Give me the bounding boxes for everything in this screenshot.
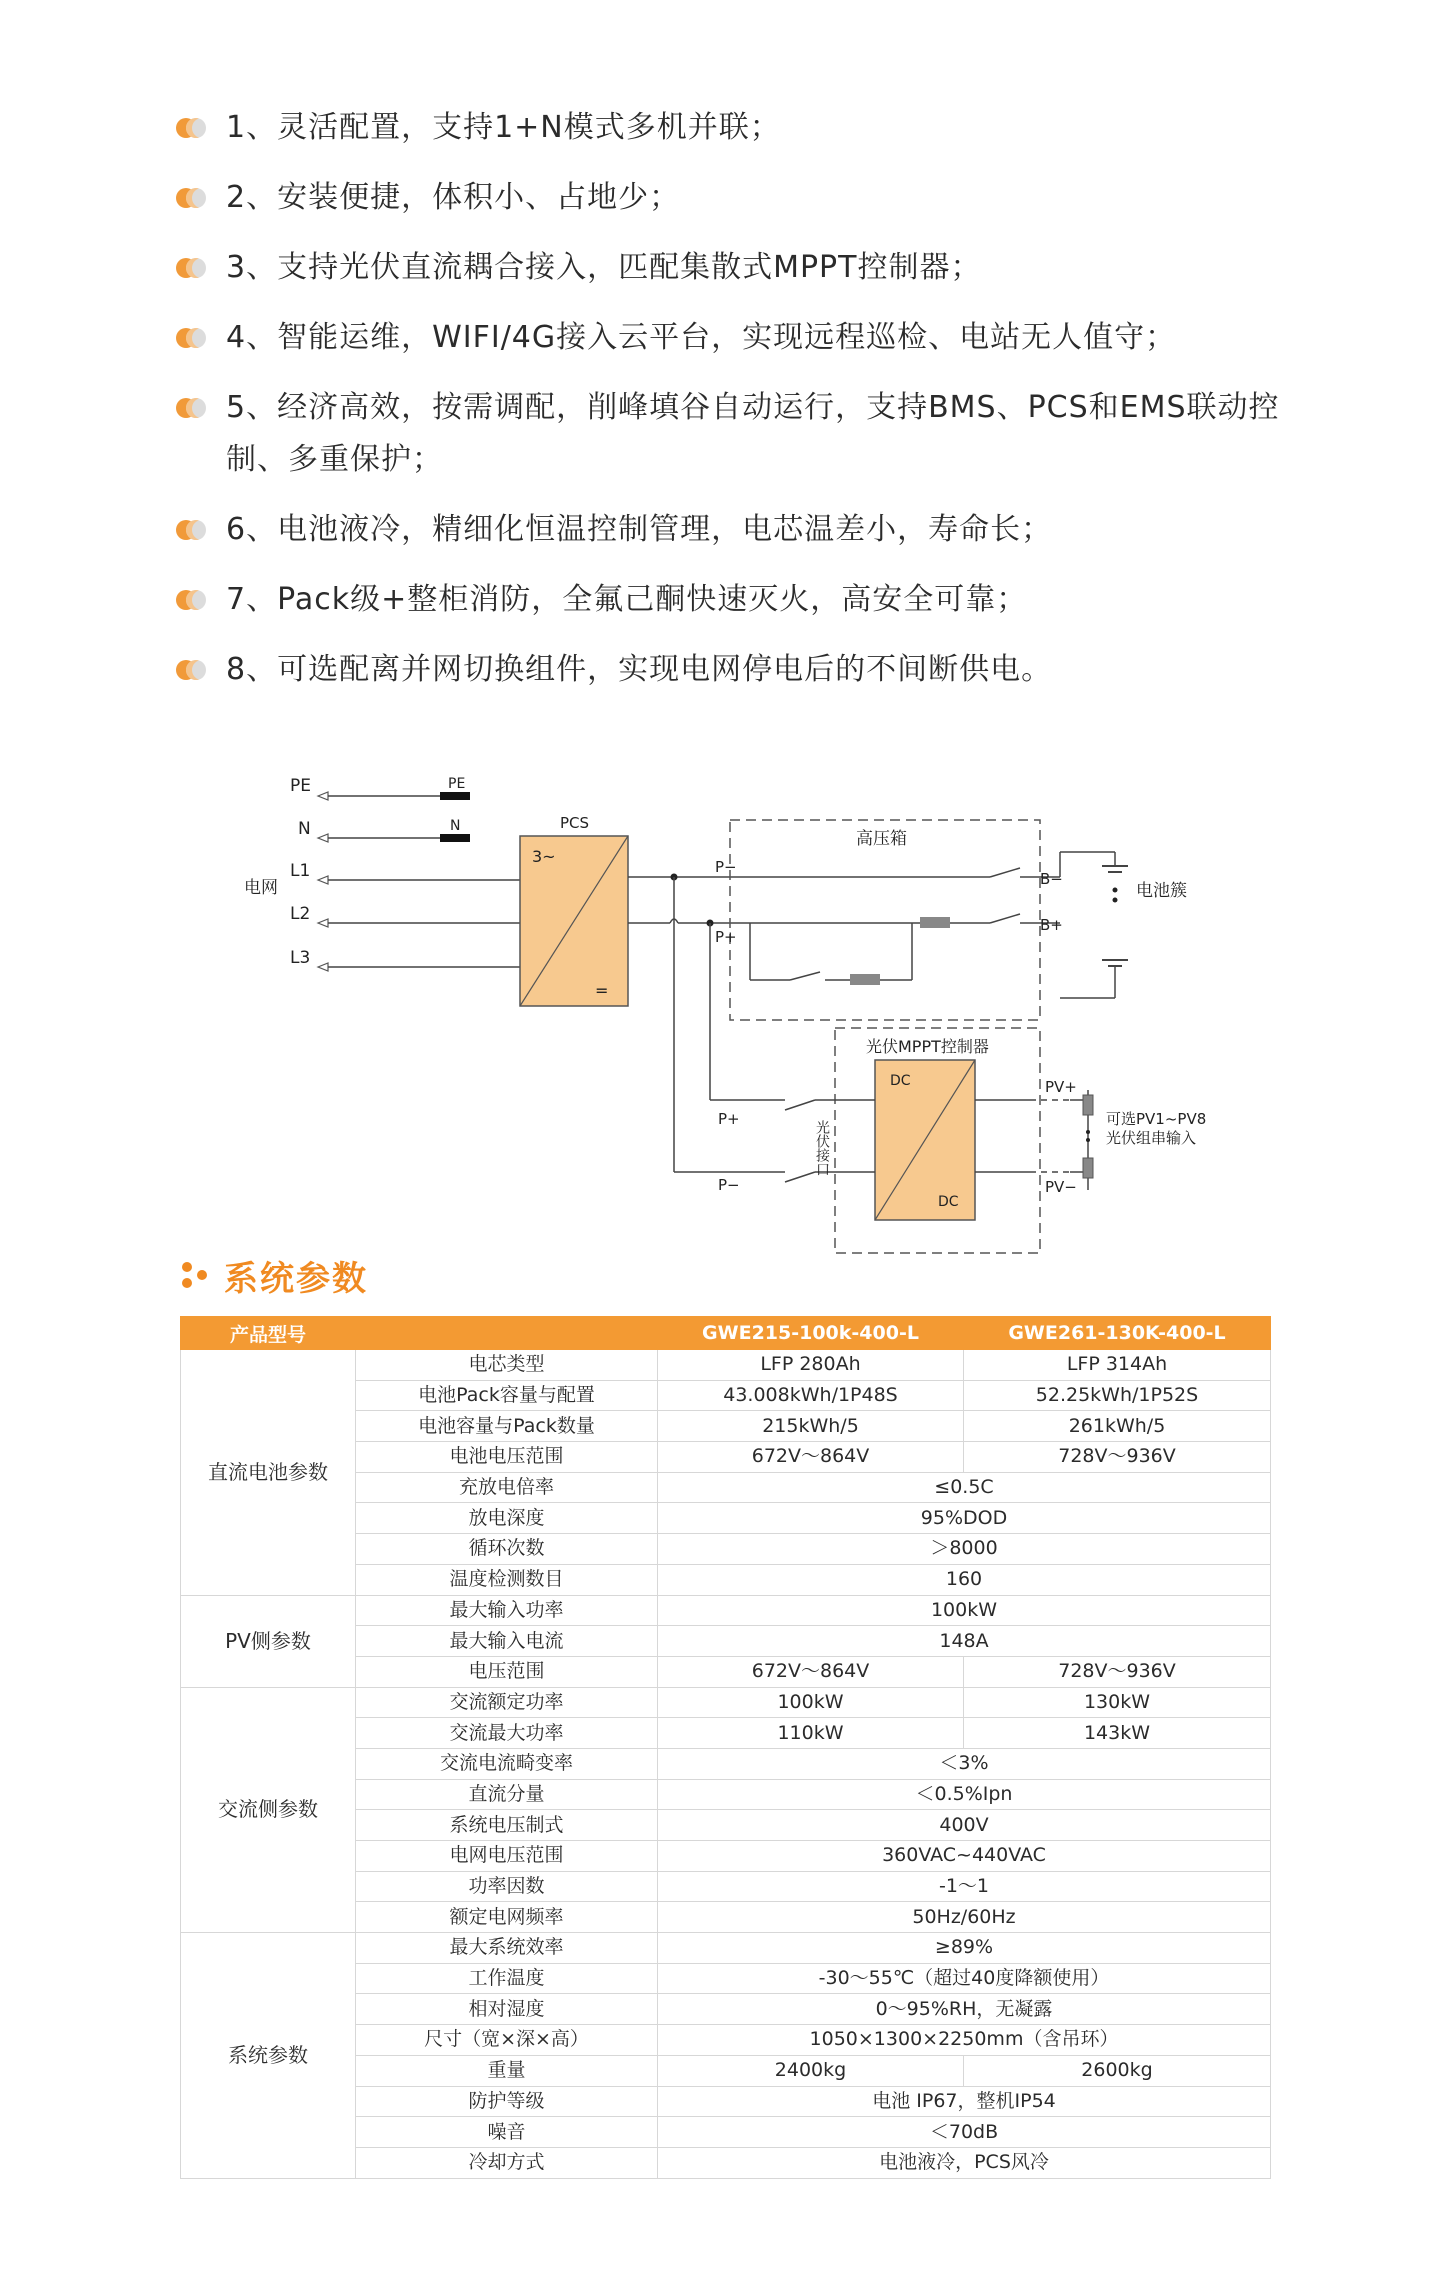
feature-text: 5、经济高效，按需调配，削峰填谷自动运行，支持BMS、PCS和EMS联动控制、多重保护； [226,390,1280,477]
bullet-icon [176,660,206,680]
mppt-dc-bottom: DC [938,1194,959,1210]
param-value-cell-a: 2400kg [658,2055,964,2086]
pcs-label: PCS [560,814,590,832]
param-label-cell: 最大输入电流 [356,1626,658,1657]
param-value-cell: ＜3% [658,1748,1271,1779]
param-label-cell: 冷却方式 [356,2147,658,2178]
param-label-cell: 电池容量与Pack数量 [356,1411,658,1442]
header-model-b: GWE261-130K-400-L [964,1317,1271,1350]
param-label-cell: 重量 [356,2055,658,2086]
param-value-cell-b: 52.25kWh/1P52S [964,1380,1271,1411]
param-label-cell: 交流额定功率 [356,1687,658,1718]
param-label-cell: 温度检测数目 [356,1564,658,1595]
header-model-a: GWE215-100k-400-L [658,1317,964,1350]
pv-note-1: 可选PV1~PV8 [1106,1110,1207,1128]
param-label-cell: 相对湿度 [356,1994,658,2025]
feature-text: 3、支持光伏直流耦合接入，匹配集散式MPPT控制器； [226,250,982,285]
param-label-cell: 循环次数 [356,1534,658,1565]
param-value-cell-a: LFP 280Ah [658,1350,964,1381]
feature-item [176,312,1296,364]
battery-cluster-label: 电池簇 [1136,881,1187,901]
section-title-text: 系统参数 [224,1258,368,1299]
param-value-cell-b: 130kW [964,1687,1271,1718]
pcs-dc: = [595,981,609,1000]
group-name-cell: 系统参数 [181,1933,356,2179]
param-value-cell: 100kW [658,1595,1271,1626]
label-grid: 电网 [244,878,278,898]
feature-item [176,242,1296,294]
feature-item [176,574,1296,626]
tag-pe: PE [448,776,466,792]
param-value-cell-b: 261kWh/5 [964,1411,1271,1442]
param-label-cell: 功率因数 [356,1871,658,1902]
param-value-cell-b: 143kW [964,1718,1271,1749]
tag-n: N [450,818,461,834]
param-label-cell: 充放电倍率 [356,1472,658,1503]
param-value-cell-b: 728V～936V [964,1656,1271,1687]
feature-list [176,102,1296,714]
bullet-icon [176,118,206,138]
param-label-cell: 电压范围 [356,1656,658,1687]
pcs-ac: 3~ [532,847,556,866]
param-value-cell: 电池液冷，PCS风冷 [658,2147,1271,2178]
group-name-cell: 直流电池参数 [181,1350,356,1596]
param-label-cell: 最大输入功率 [356,1595,658,1626]
param-value-cell: -30～55℃（超过40度降额使用） [658,1963,1271,1994]
param-label-cell: 电网电压范围 [356,1841,658,1872]
group-name-cell: 交流侧参数 [181,1687,356,1933]
dots-icon [180,1258,214,1292]
header-blank [356,1317,658,1350]
param-label-cell: 额定电网频率 [356,1902,658,1933]
hv-box [730,820,1040,1020]
label-l3: L3 [290,948,311,968]
param-value-cell: 电池 IP67，整机IP54 [658,2086,1271,2117]
param-value-cell: 400V [658,1810,1271,1841]
param-label-cell: 直流分量 [356,1779,658,1810]
table-row [181,1350,1271,1381]
pv-note-2: 光伏组串输入 [1106,1129,1197,1147]
param-label-cell: 电池电压范围 [356,1442,658,1473]
param-label-cell: 系统电压制式 [356,1810,658,1841]
param-value-cell: ≤0.5C [658,1472,1271,1503]
param-value-cell: 148A [658,1626,1271,1657]
param-label-cell: 噪音 [356,2117,658,2148]
feature-item [176,504,1296,556]
feature-text: 4、智能运维，WIFI/4G接入云平台，实现远程巡检、电站无人值守； [226,320,1177,355]
header-model: 产品型号 [181,1317,356,1350]
system-wiring-diagram [230,760,1260,1260]
label-b-minus: B− [1040,870,1063,888]
label-p-plus-2: P+ [718,1110,740,1128]
param-value-cell: ＜0.5%Ipn [658,1779,1271,1810]
section-title [180,1245,368,1305]
param-value-cell-b: LFP 314Ah [964,1350,1271,1381]
feature-item [176,644,1296,696]
param-value-cell: 50Hz/60Hz [658,1902,1271,1933]
bullet-icon [176,590,206,610]
bullet-icon [176,520,206,540]
table-header-row [181,1317,1271,1350]
spec-table [180,1316,1271,2179]
param-value-cell: 95%DOD [658,1503,1271,1534]
feature-item [176,172,1296,224]
label-pe: PE [290,776,311,796]
label-l2: L2 [290,904,311,924]
mppt-dc-top: DC [890,1073,911,1089]
param-label-cell: 最大系统效率 [356,1933,658,1964]
feature-text: 7、Pack级+整柜消防，全氟己酮快速灭火，高安全可靠； [226,582,1028,617]
feature-item [176,382,1296,486]
feature-text: 2、安装便捷，体积小、占地少； [226,180,681,215]
table-row [181,1595,1271,1626]
param-value-cell-a: 110kW [658,1718,964,1749]
param-label-cell: 放电深度 [356,1503,658,1534]
feature-text: 1、灵活配置，支持1+N模式多机并联； [226,110,781,145]
feature-text: 6、电池液冷，精细化恒温控制管理，电芯温差小，寿命长； [226,512,1053,547]
table-row [181,1687,1271,1718]
param-value-cell: 0～95%RH，无凝露 [658,1994,1271,2025]
param-value-cell-a: 43.008kWh/1P48S [658,1380,964,1411]
param-value-cell-a: 672V～864V [658,1656,964,1687]
param-value-cell: 360VAC~440VAC [658,1841,1271,1872]
param-label-cell: 电池Pack容量与配置 [356,1380,658,1411]
bullet-icon [176,398,206,418]
param-label-cell: 交流电流畸变率 [356,1748,658,1779]
hv-box-label: 高压箱 [856,829,907,849]
param-value-cell-a: 672V～864V [658,1442,964,1473]
label-pv-plus: PV+ [1045,1078,1077,1096]
bullet-icon [176,188,206,208]
label-n: N [298,819,311,839]
table-row [181,1933,1271,1964]
label-pv-minus: PV− [1045,1178,1077,1196]
feature-item [176,102,1296,154]
param-value-cell: 160 [658,1564,1271,1595]
param-value-cell: 1050×1300×2250mm（含吊环） [658,2025,1271,2056]
bullet-icon [176,328,206,348]
param-value-cell: -1～1 [658,1871,1271,1902]
group-name-cell: PV侧参数 [181,1595,356,1687]
param-label-cell: 尺寸（宽×深×高） [356,2025,658,2056]
param-value-cell: ≥89% [658,1933,1271,1964]
bullet-icon [176,258,206,278]
param-label-cell: 电芯类型 [356,1350,658,1381]
label-l1: L1 [290,861,311,881]
param-value-cell-b: 728V～936V [964,1442,1271,1473]
label-p-minus: P− [715,858,737,876]
label-b-plus: B+ [1040,916,1063,934]
param-value-cell: ＜70dB [658,2117,1271,2148]
param-label-cell: 交流最大功率 [356,1718,658,1749]
param-value-cell-a: 215kWh/5 [658,1411,964,1442]
pv-port-label: 光伏接口 [814,1120,830,1176]
label-p-plus: P+ [715,928,737,946]
param-value-cell: ＞8000 [658,1534,1271,1565]
param-value-cell-b: 2600kg [964,2055,1271,2086]
param-label-cell: 防护等级 [356,2086,658,2117]
param-label-cell: 工作温度 [356,1963,658,1994]
label-p-minus-2: P− [718,1176,740,1194]
mppt-label: 光伏MPPT控制器 [866,1037,989,1056]
feature-text: 8、可选配离并网切换组件，实现电网停电后的不间断供电。 [226,652,1053,687]
param-value-cell-a: 100kW [658,1687,964,1718]
